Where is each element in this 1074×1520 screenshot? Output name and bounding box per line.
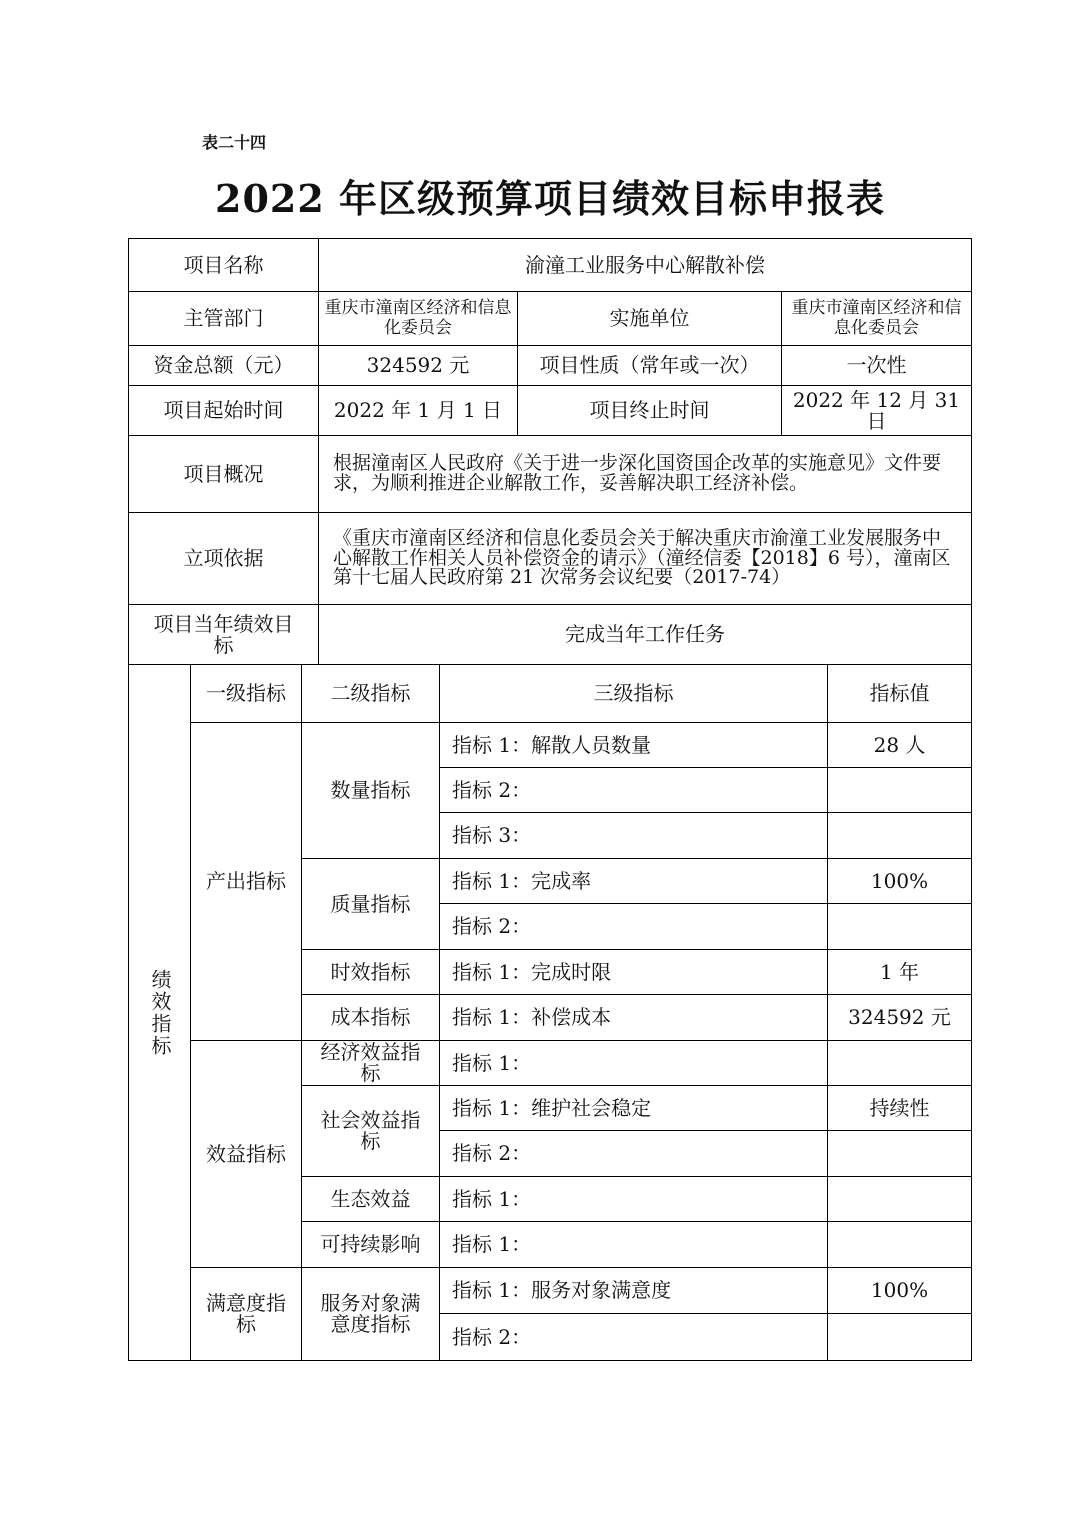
- indicator-row-label: 指标 1：完成时限: [439, 949, 828, 995]
- level1-benefit: 效益指标: [190, 1040, 302, 1268]
- indicator-row-value: [827, 1221, 972, 1268]
- table-number: 表二十四: [202, 133, 267, 152]
- col-level1-header: 一级指标: [190, 664, 302, 723]
- indicator-row-value: [827, 812, 972, 859]
- level2-economic: 经济效益指标: [301, 1040, 440, 1086]
- col-level2-header: 二级指标: [301, 664, 440, 723]
- indicator-row-value: [827, 1313, 972, 1361]
- indicator-row-label: 指标 1：: [439, 1176, 828, 1222]
- end-label: 项目终止时间: [517, 385, 782, 436]
- indicator-row-value: 持续性: [827, 1085, 972, 1131]
- nature-label: 项目性质（常年或一次）: [517, 345, 782, 386]
- level2-social: 社会效益指标: [301, 1085, 440, 1177]
- nature-value: 一次性: [781, 345, 972, 386]
- level2-ecological: 生态效益: [301, 1176, 440, 1222]
- start-label: 项目起始时间: [128, 385, 319, 436]
- indicator-row-value: [827, 1176, 972, 1222]
- col-value-header: 指标值: [827, 664, 972, 723]
- basis-value: 《重庆市潼南区经济和信息化委员会关于解决重庆市渝潼工业发展服务中心解散工作相关人员补偿资金的请示》（潼经信委【2018】6 号），潼南区第十七届人民政府第 21 次常务会议纪要（2017-74）: [318, 512, 972, 605]
- indicator-row-value: 100%: [827, 858, 972, 904]
- indicator-row-value: 100%: [827, 1267, 972, 1314]
- indicator-row-label: 指标 1：完成率: [439, 858, 828, 904]
- indicator-row-label: 指标 2：: [439, 1130, 828, 1177]
- page-title: 2022 年区级预算项目绩效目标申报表: [215, 176, 885, 221]
- start-value: 2022 年 1 月 1 日: [318, 385, 518, 436]
- indicator-row-label: 指标 2：: [439, 903, 828, 950]
- indicators-side-text: 绩效指标: [148, 968, 172, 1057]
- project-name-label: 项目名称: [128, 238, 319, 292]
- goal-label: 项目当年绩效目标: [128, 604, 319, 665]
- indicator-row-value: [827, 903, 972, 950]
- fund-value: 324592 元: [318, 345, 518, 386]
- level2-quality: 质量指标: [301, 858, 440, 950]
- dept-label: 主管部门: [128, 291, 319, 346]
- indicator-row-label: 指标 1：解散人员数量: [439, 722, 828, 768]
- level2-service-satisfaction: 服务对象满意度指标: [301, 1267, 440, 1361]
- indicator-row-value: [827, 767, 972, 813]
- project-name-value: 渝潼工业服务中心解散补偿: [318, 238, 972, 292]
- overview-label: 项目概况: [128, 435, 319, 513]
- level2-timeliness: 时效指标: [301, 949, 440, 995]
- indicator-row-label: 指标 1：维护社会稳定: [439, 1085, 828, 1131]
- end-value: 2022 年 12 月 31 日: [781, 385, 972, 436]
- indicator-row-value: 1 年: [827, 949, 972, 995]
- indicators-side-label: [128, 664, 191, 1361]
- indicator-row-label: 指标 1：补偿成本: [439, 994, 828, 1041]
- indicator-row-label: 指标 2：: [439, 767, 828, 813]
- level1-output: 产出指标: [190, 722, 302, 1041]
- overview-value: 根据潼南区人民政府《关于进一步深化国资国企改革的实施意见》文件要求，为顺利推进企业解散工作，妥善解决职工经济补偿。: [318, 435, 972, 513]
- indicator-row-label: 指标 3：: [439, 812, 828, 859]
- impl-value: 重庆市潼南区经济和信息化委员会: [781, 291, 972, 346]
- indicator-row-label: 指标 1：服务对象满意度: [439, 1267, 828, 1314]
- fund-label: 资金总额（元）: [128, 345, 319, 386]
- indicator-row-label: 指标 2：: [439, 1313, 828, 1361]
- goal-value: 完成当年工作任务: [318, 604, 972, 665]
- level1-satisfaction: 满意度指标: [190, 1267, 302, 1361]
- level2-sustainable: 可持续影响: [301, 1221, 440, 1268]
- basis-label: 立项依据: [128, 512, 319, 605]
- dept-value: 重庆市潼南区经济和信息化委员会: [318, 291, 518, 346]
- indicator-row-value: [827, 1040, 972, 1086]
- indicator-row-value: 28 人: [827, 722, 972, 768]
- indicator-row-value: [827, 1130, 972, 1177]
- impl-label: 实施单位: [517, 291, 782, 346]
- indicator-row-label: 指标 1：: [439, 1221, 828, 1268]
- indicator-row-label: 指标 1：: [439, 1040, 828, 1086]
- col-level3-header: 三级指标: [439, 664, 828, 723]
- indicator-row-value: 324592 元: [827, 994, 972, 1041]
- level2-quantity: 数量指标: [301, 722, 440, 859]
- level2-cost: 成本指标: [301, 994, 440, 1041]
